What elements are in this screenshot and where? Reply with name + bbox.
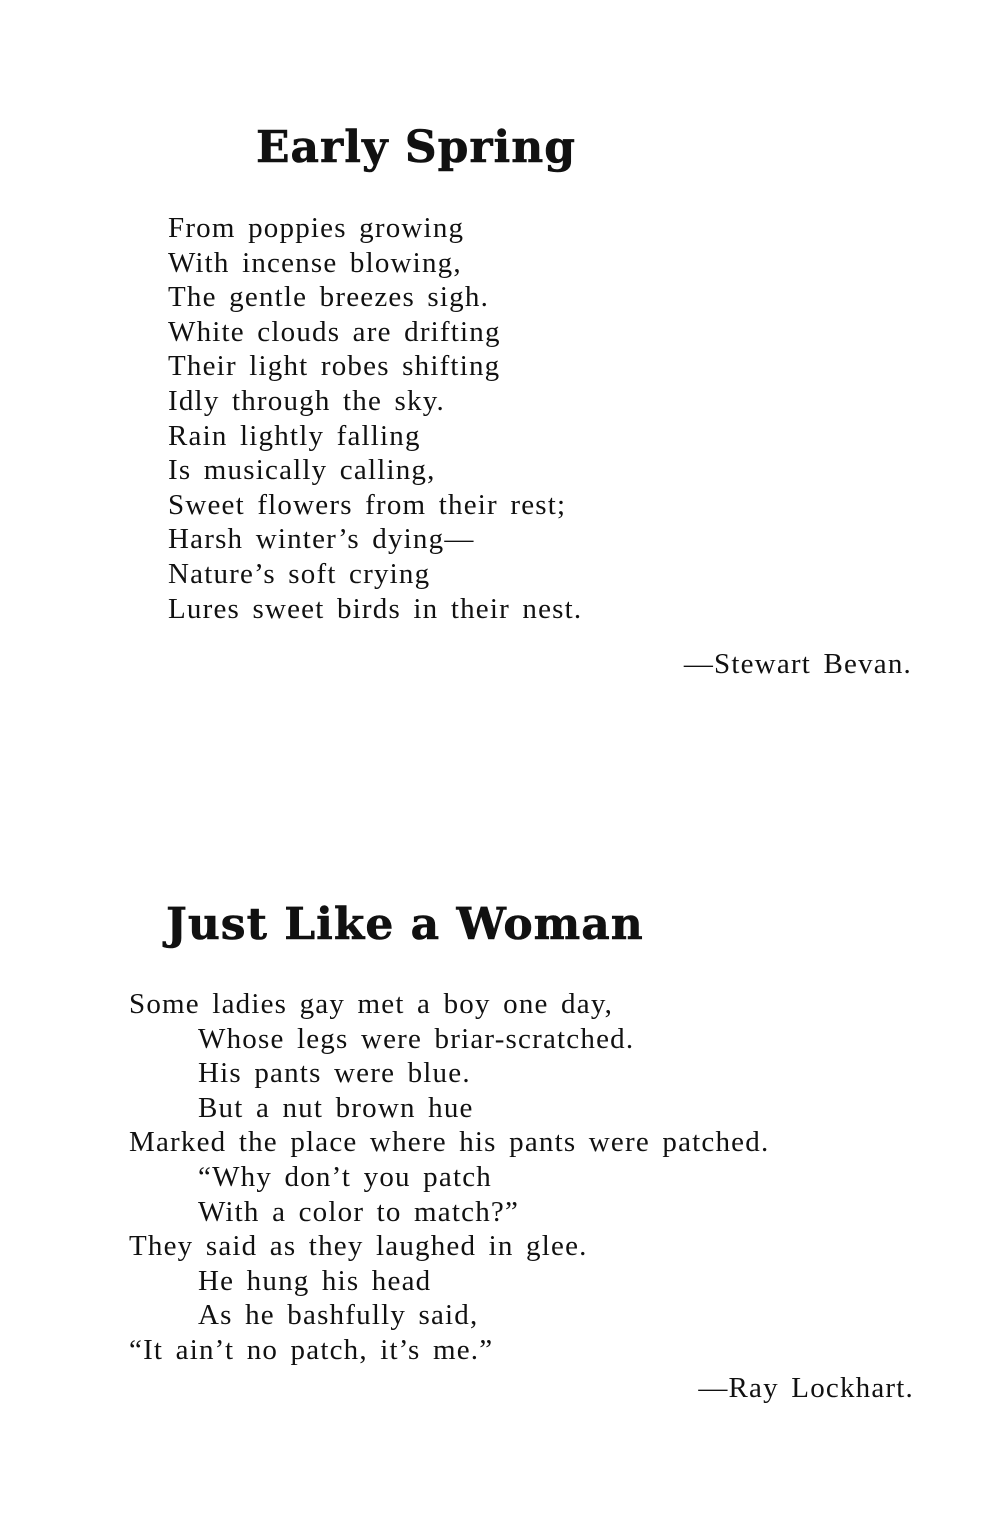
poem-line: They said as they laughed in glee. <box>129 1230 588 1263</box>
poem-line: Nature’s soft crying <box>168 557 431 590</box>
poem-title-just-like-a-woman: Just Like a Woman <box>166 899 644 950</box>
poem-line: Some ladies gay met a boy one day, <box>129 988 614 1020</box>
poem-line: The gentle breezes sigh. <box>168 281 490 314</box>
poem-line: As he bashfully said, <box>198 1299 479 1332</box>
poem-title-early-spring: Early Spring <box>256 122 577 173</box>
poem-line: With a color to match?” <box>198 1195 520 1228</box>
poem-line: His pants were blue. <box>198 1057 471 1090</box>
poem-line: Rain lightly falling <box>168 419 421 452</box>
poem-author-stewart-bevan: —Stewart Bevan. <box>683 648 912 680</box>
poem-line: Lures sweet birds in their nest. <box>168 592 583 625</box>
poem-line: Idly through the sky. <box>168 384 445 417</box>
poem-line: Harsh winter’s dying— <box>168 523 475 556</box>
poem-line: Whose legs were briar-scratched. <box>198 1022 635 1055</box>
poem-line: White clouds are drifting <box>168 315 501 348</box>
poem-line: But a nut brown hue <box>198 1091 474 1124</box>
poem-body-early-spring <box>168 211 582 626</box>
poem-line: “Why don’t you patch <box>198 1160 492 1193</box>
poem-line: With incense blowing, <box>168 246 462 279</box>
poem-line: Sweet flowers from their rest; <box>168 488 567 521</box>
poem-line: Is musically calling, <box>168 454 436 487</box>
poem-author-ray-lockhart: —Ray Lockhart. <box>698 1372 914 1404</box>
poem-line: Marked the place where his pants were patched. <box>129 1126 770 1159</box>
poem-line: Their light robes shifting <box>168 350 501 383</box>
poem-line: From poppies growing <box>168 212 465 244</box>
poem-line: “It ain’t no patch, it’s me.” <box>129 1333 494 1366</box>
poem-line: He hung his head <box>198 1264 432 1297</box>
poem-body-just-like-a-woman <box>129 987 769 1368</box>
